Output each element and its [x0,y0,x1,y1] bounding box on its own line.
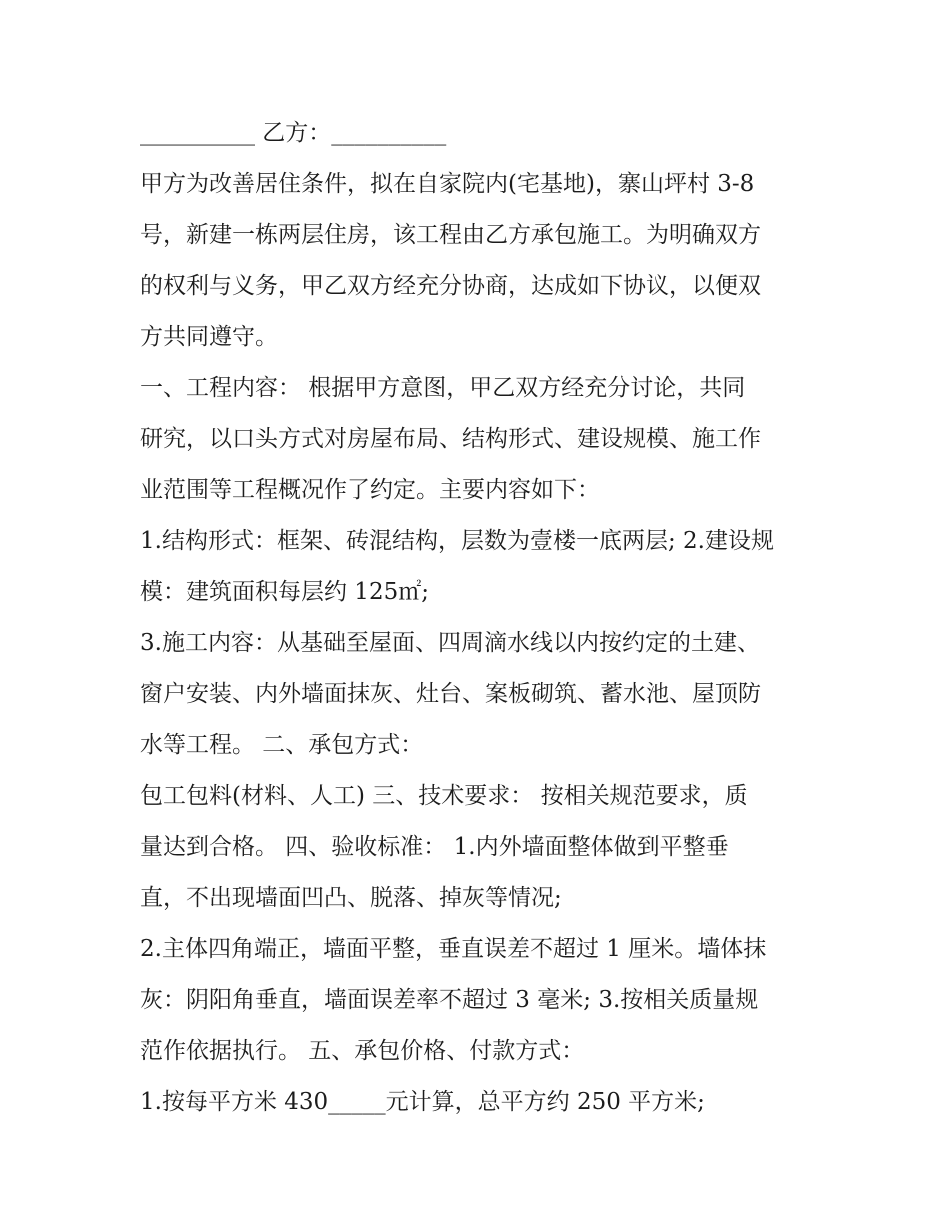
paragraph-line: 甲方为改善居住条件，拟在自家院内(宅基地)，寨山坪村 3-8 [140,171,755,197]
section-heading-acceptance-standards: 量达到合格。 四、验收标准： 1.内外墙面整体做到平整垂 [140,834,729,860]
paragraph-line: 方共同遵守。 [140,324,278,350]
section-heading-contract-method: 水等工程。 二、承包方式： [140,732,424,758]
list-item-structure: 1.结构形式：框架、砖混结构，层数为壹楼一底两层; 2.建设规 [140,528,774,554]
paragraph-line: 业范围等工程概况作了约定。主要内容如下： [140,477,600,503]
section-heading-price-payment: 范作依据执行。 五、承包价格、付款方式： [140,1038,585,1064]
contract-document [140,108,820,1128]
section-heading-work-content: 一、工程内容： 根据甲方意图，甲乙双方经充分讨论，共同 [140,375,746,401]
list-item-continuation: 直，不出现墙面凹凸、脱落、掉灰等情况; [140,885,562,911]
paragraph-line: 研究，以口头方式对房屋布局、结构形式、建设规模、施工作 [140,426,761,452]
list-item-construction-content: 3.施工内容：从基础至屋面、四周滴水线以内按约定的土建、 [140,630,760,656]
section-heading-technical-requirements: 包工包料(材料、人工) 三、技术要求： 按相关规范要求，质 [140,783,748,809]
paragraph-line: 号，新建一栋两层住房，该工程由乙方承包施工。为明确双方 [140,222,761,248]
party-line: __________ 乙方：__________ [140,120,447,146]
list-item-price: 1.按每平方米 430_____元计算，总平方约 250 平方米; [140,1089,705,1115]
list-item-main-structure: 2.主体四角端正，墙面平整，垂直误差不超过 1 厘米。墙体抹 [140,936,767,962]
list-item-continuation: 模：建筑面积每层约 125㎡; [140,579,429,605]
list-item-plastering: 灰：阴阳角垂直，墙面误差率不超过 3 毫米; 3.按相关质量规 [140,987,759,1013]
paragraph-line: 的权利与义务，甲乙双方经充分协商，达成如下协议，以便双 [140,273,761,299]
list-item-continuation: 窗户安装、内外墙面抹灰、灶台、案板砌筑、蓄水池、屋顶防 [140,681,761,707]
